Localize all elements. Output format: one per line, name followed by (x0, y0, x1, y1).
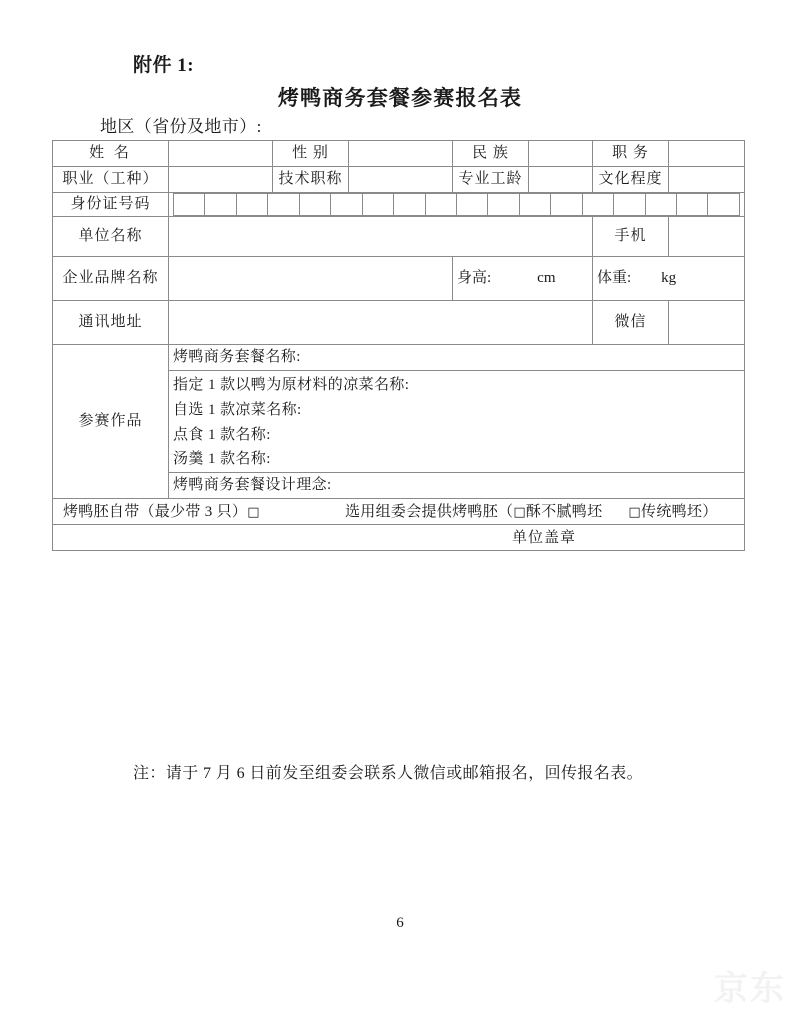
input-mobile[interactable] (669, 217, 745, 257)
label-occupation: 职业（工种） (53, 167, 169, 193)
input-ethnicity[interactable] (529, 141, 593, 167)
option-committee-supply (345, 501, 718, 521)
label-self-supply: 烤鸭胚自带（最少带 3 只） (63, 503, 248, 520)
dish-prompt-line: 自选 1 款凉菜名称: (173, 401, 302, 418)
label-ethnicity: 民 族 (453, 141, 529, 167)
stamp-area[interactable] (53, 525, 745, 551)
table-row-id-number (53, 193, 745, 217)
checkbox-crispy-duck[interactable]: □ (513, 504, 526, 520)
input-occupation[interactable] (169, 167, 273, 193)
id-digit-box[interactable] (708, 194, 740, 216)
height-field[interactable] (453, 257, 593, 301)
table-row-name (53, 141, 745, 167)
label-seniority: 专业工龄 (453, 167, 529, 193)
prompt-design-concept: 烤鸭商务套餐设计理念: (173, 477, 332, 494)
id-digit-box[interactable] (551, 194, 582, 216)
input-education[interactable] (669, 167, 745, 193)
checkbox-traditional-duck[interactable]: □ (628, 504, 642, 520)
id-digit-box[interactable] (205, 194, 236, 216)
input-wechat[interactable] (669, 301, 745, 345)
table-row-works-set-name (53, 345, 745, 371)
dish-prompt-line: 指定 1 款以鸭为原材料的凉菜名称: (173, 377, 410, 393)
weight-field[interactable] (593, 257, 745, 301)
label-traditional-duck: 传统鸭坯 (641, 503, 703, 520)
id-digit-box[interactable] (456, 194, 487, 216)
label-id-number: 身份证号码 (53, 193, 169, 217)
id-digit-box[interactable] (362, 194, 393, 216)
checkbox-self-supply[interactable]: □ (247, 504, 260, 520)
footnote-note: 注：请于 7 月 6 日前发至组委会联系人微信或邮箱报名，回传报名表。 (133, 765, 644, 782)
id-box-row (174, 194, 740, 216)
table-row-brand (53, 257, 745, 301)
id-digit-box[interactable] (394, 194, 425, 216)
dish-prompt-line: 汤羹 1 款名称: (173, 451, 271, 468)
input-seniority[interactable] (529, 167, 593, 193)
label-name: 姓 名 (53, 141, 169, 167)
unit-cm: cm (537, 270, 556, 287)
prompt-set-name: 烤鸭商务套餐名称: (173, 349, 301, 366)
label-position: 职 务 (593, 141, 669, 167)
registration-form-table (52, 140, 745, 551)
id-digit-box[interactable] (174, 194, 205, 216)
label-wechat: 微信 (593, 301, 669, 345)
id-digit-box[interactable] (614, 194, 645, 216)
input-set-name[interactable] (169, 345, 745, 371)
label-competition-works: 参赛作品 (53, 345, 169, 499)
label-mobile: 手机 (593, 217, 669, 257)
label-education: 文化程度 (593, 167, 669, 193)
id-digit-box[interactable] (425, 194, 456, 216)
dish-prompt-line: 点食 1 款名称: (173, 426, 271, 443)
watermark: 京东 (714, 970, 786, 1008)
label-provided-prefix: 选用组委会提供烤鸭胚（ (345, 503, 514, 520)
label-unit-name: 单位名称 (53, 217, 169, 257)
label-provided-suffix: ） (702, 503, 718, 520)
input-gender[interactable] (349, 141, 453, 167)
id-digit-box[interactable] (236, 194, 267, 216)
label-brand-name: 企业品牌名称 (53, 257, 169, 301)
id-digit-box[interactable] (677, 194, 708, 216)
input-unit-name[interactable] (169, 217, 593, 257)
input-tech-title[interactable] (349, 167, 453, 193)
label-height: 身高: (457, 270, 492, 287)
table-row-duck-embryo (53, 499, 745, 525)
input-brand-name[interactable] (169, 257, 453, 301)
page-number: 6 (396, 915, 404, 931)
label-gender: 性 别 (273, 141, 349, 167)
table-row-address (53, 301, 745, 345)
table-row-occupation (53, 167, 745, 193)
id-digit-box[interactable] (519, 194, 550, 216)
unit-kg: kg (661, 270, 677, 287)
option-self-supply[interactable] (63, 501, 260, 521)
attachment-label: 附件 1: (133, 55, 195, 76)
id-digit-box[interactable] (299, 194, 330, 216)
id-digit-box[interactable] (645, 194, 676, 216)
region-field-label: 地区（省份及地市）: (100, 117, 262, 136)
input-design-concept[interactable] (169, 473, 745, 499)
id-digit-box[interactable] (488, 194, 519, 216)
label-tech-title: 技术职称 (273, 167, 349, 193)
table-row-unit (53, 217, 745, 257)
label-company-stamp: 单位盖章 (512, 529, 577, 546)
label-weight: 体重: (597, 270, 632, 287)
input-address[interactable] (169, 301, 593, 345)
input-name[interactable] (169, 141, 273, 167)
dish-prompt-list (173, 371, 740, 472)
input-dish-names[interactable] (169, 371, 745, 473)
table-row-stamp (53, 525, 745, 551)
duck-embryo-options (53, 499, 745, 525)
label-crispy-duck: 酥不腻鸭坯 (525, 503, 603, 520)
id-digit-box[interactable] (268, 194, 299, 216)
page-title: 烤鸭商务套餐参赛报名表 (277, 86, 523, 110)
id-digit-box[interactable] (582, 194, 613, 216)
label-address: 通讯地址 (53, 301, 169, 345)
id-digit-box[interactable] (331, 194, 362, 216)
id-number-boxes (169, 193, 745, 217)
input-position[interactable] (669, 141, 745, 167)
